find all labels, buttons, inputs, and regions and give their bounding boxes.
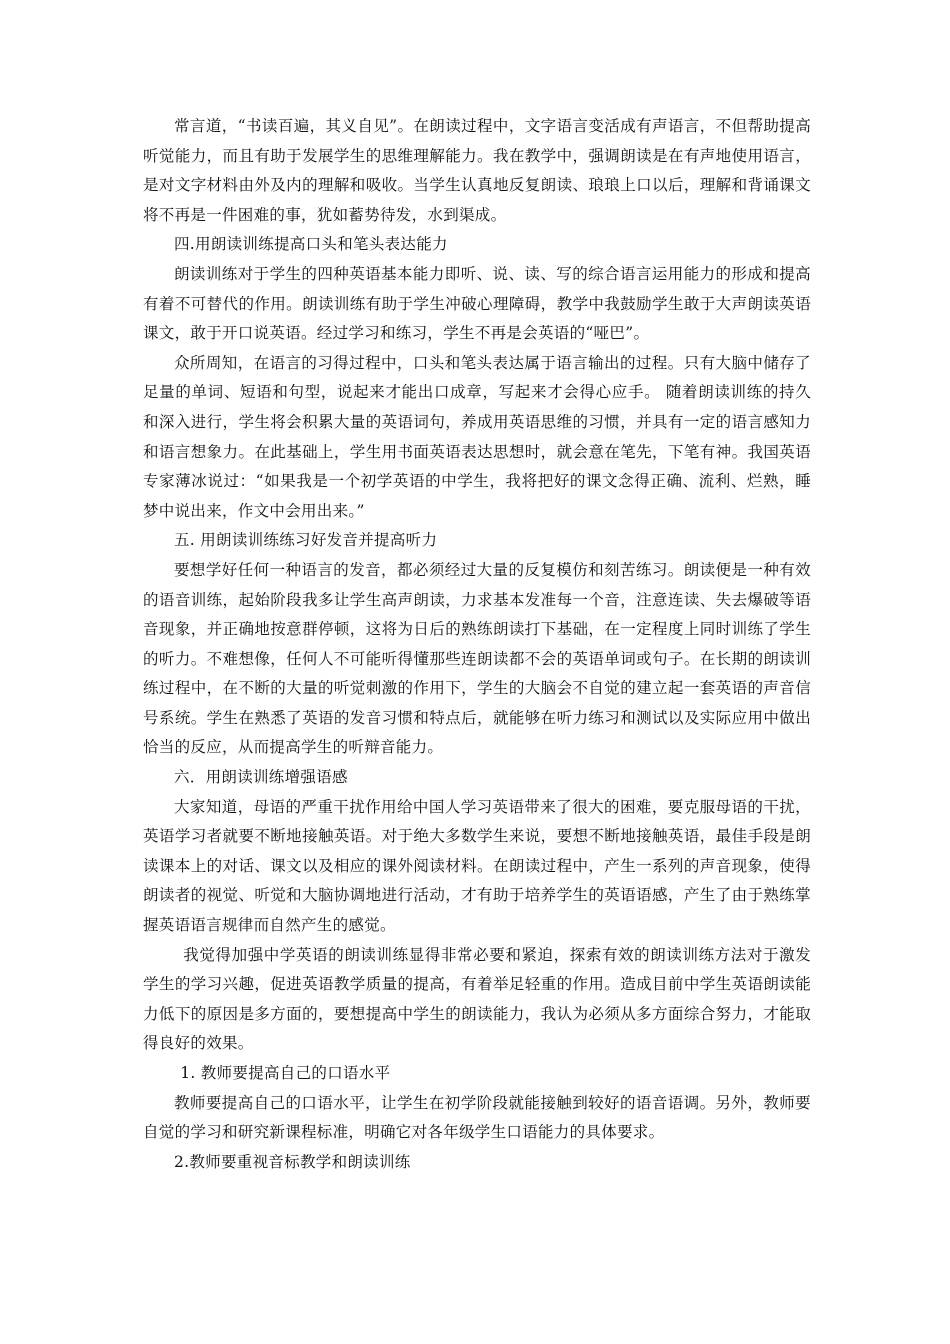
paragraph: 教师要提高自己的口语水平，让学生在初学阶段就能接触到较好的语音语调。另外，教师要自觉的学习和研究新课程标准，明确它对各年级学生口语能力的具体要求。	[143, 1093, 811, 1142]
subheading-1: 1. 教师要提高自己的口语水平	[180, 1064, 391, 1082]
paragraph: 我觉得加强中学英语的朗读训练显得非常必要和紧迫，探索有效的朗读训练方法对于激发学生的学习兴趣，促进英语教学质量的提高，有着举足轻重的作用。造成目前中学生英语朗读能力低下的原因是多方面的，要想提高中学生的朗读能力，我认为必须从多方面综合努力，才能取得良好的效果。	[143, 945, 811, 1053]
paragraph: 要想学好任何一种语言的发音，都必须经过大量的反复模仿和刻苦练习。朗读便是一种有效的语音训练，起始阶段我多让学生高声朗读，力求基本发准每一个音，注意连读、失去爆破等语音现象，并正确地按意群停顿，这将为日后的熟练朗读打下基础，在一定程度上同时训练了学生的听力。不难想像，任何人不可能听得懂那些连朗读都不会的英语单词或句子。在长期的朗读训练过程中，在不断的大量的听觉刺激的作用下，学生的大脑会不自觉的建立起一套英语的声音信号系统。学生在熟悉了英语的发音习惯和特点后，就能够在听力练习和测试以及实际应用中做出恰当的反应，从而提高学生的听辩音能力。	[143, 560, 811, 757]
paragraph: 众所周知，在语言的习得过程中，口头和笔头表达属于语言输出的过程。只有大脑中储存了足量的单词、短语和句型，说起来才能出口成章，写起来才会得心应手。 随着朗读训练的持久和深入进行，学生将会积累大量的英语词句，养成用英语思维的习惯，并具有一定的语言感知力和语言想象力。在此基础上，学生用书面英语表达思想时，就会意在笔先，下笔有神。我国英语专家薄冰说过：“如果我是一个初学英语的中学生，我将把好的课文念得正确、流利、烂熟，睡梦中说出来，作文中会用出来。”	[143, 353, 811, 520]
paragraph: 朗读训练对于学生的四种英语基本能力即听、说、读、写的综合语言运用能力的形成和提高有着不可替代的作用。朗读训练有助于学生冲破心理障碍，教学中我鼓励学生敢于大声朗读英语课文，敢于开口说英语。经过学习和练习，学生不再是会英语的“哑巴”。	[143, 264, 811, 343]
document-page	[143, 112, 811, 1177]
subheading-2: 2.教师要重视音标教学和朗读训练	[174, 1152, 411, 1171]
paragraph-intro: 常言道，“书读百遍，其义自见”。在朗读过程中，文字语言变活成有声语言，不但帮助提高听觉能力，而且有助于发展学生的思维理解能力。我在教学中，强调朗读是在有声地使用语言，是对文字材料由外及内的理解和吸收。当学生认真地反复朗读、琅琅上口以后，理解和背诵课文将不再是一件困难的事，犹如蓄势待发，水到渠成。	[143, 117, 811, 224]
section-heading-4: 四.用朗读训练提高口头和笔头表达能力	[174, 235, 448, 254]
section-heading-6: 六．用朗读训练增强语感	[174, 768, 348, 787]
paragraph: 大家知道，母语的严重干扰作用给中国人学习英语带来了很大的困难，要克服母语的干扰，英语学习者就要不断地接触英语。对于绝大多数学生来说，要想不断地接触英语，最佳手段是朗读课本上的对话、课文以及相应的课外阅读材料。在朗读过程中，产生一系列的声音现象，使得朗读者的视觉、听觉和大脑协调地进行活动，才有助于培养学生的英语语感，产生了由于熟练掌握英语语言规律而自然产生的感觉。	[143, 797, 811, 935]
section-heading-5: 五. 用朗读训练练习好发音并提高听力	[174, 531, 438, 550]
